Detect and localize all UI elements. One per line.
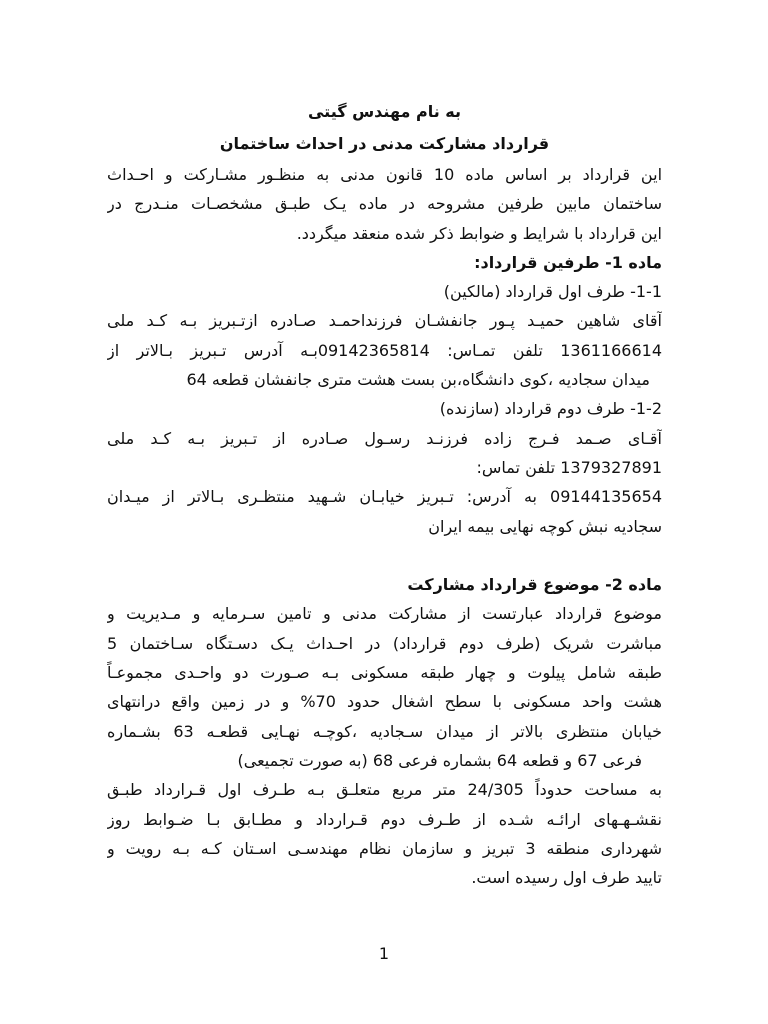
intro-line: این قرارداد بر اساس ماده 10 قانون مدنی به منظـور مشـارکت و احـداث <box>107 165 662 184</box>
party1-line: 1361166614 تلفن تمـاس: 09142365814بـه آدرس تـبریز بـالاتر از <box>107 340 662 360</box>
spacer <box>107 541 662 570</box>
article2-line: به مساحت حدوداً 24/305 متر مربع متعلـق بـه طـرف اول قـرارداد طبـق <box>107 780 662 800</box>
party2-line: 09144135654 به آدرس: تـبریز خیابـان شـهید منتظـری بـالاتر از میـدان <box>107 487 662 507</box>
article2-line: طبقه شامل پیلوت و چهار طبقه مسکونی بـه صـورت دو واحـدی مجموعـاً <box>107 663 662 683</box>
article2-line: هشت واحد مسکونی با سطح اشغال حدود 70% و در زمین واقع درانتهای <box>107 692 662 712</box>
page-number: 1 <box>378 944 390 963</box>
article2-line: تایید طرف اول رسیده است. <box>471 868 662 888</box>
party2-label: 1-2- طرف دوم قرارداد (سازنده) <box>439 399 662 419</box>
article2-line: فرعی 67 و قطعه 64 بشماره فرعی 68 (به صورت تجمیعی) <box>237 750 642 770</box>
party2-line: 1379327891 تلفن تماس: <box>476 457 662 477</box>
article2-heading: ماده 2- موضوع قرارداد مشارکت <box>407 575 662 595</box>
document-page <box>107 96 662 892</box>
intro-line: ساختمان مابین طرفین مشروحه در ماده یـک طبـق مشخصـات منـدرج در <box>107 194 662 214</box>
party1-line: میدان سجادیه ،کوی دانشگاه،بن بست هشت متری جانفشان قطعه 64 <box>186 370 650 390</box>
article2-line: مباشرت شریک (طرف دوم قرارداد) در احـداث یـک دسـتگاه سـاختمان 5 <box>107 633 662 653</box>
document-greeting: به نام مهندس گیتی <box>307 102 462 121</box>
article2-line: نقشـهـهای ارائـه شـده از طـرف دوم قـرارداد و مطـابق بـا ضـوابط روز <box>107 809 662 829</box>
article2-line: موضوع قرارداد عبارتست از مشارکت مدنی و تامین سـرمایه و مـدیریت و <box>107 604 662 624</box>
party1-label: 1-1- طرف اول قرارداد (مالکین) <box>443 282 662 302</box>
party2-line: آقـای صـمد فـرج زاده فرزنـد رسـول صـادره از تـبریز بـه کـد ملی <box>107 428 662 448</box>
document-title: قرارداد مشارکت مدنی در احداث ساختمان <box>219 134 550 153</box>
article2-line: شهرداری منطقه 3 تبریز و سازمان نظام مهندسـی اسـتان کـه بـه رویت و <box>107 838 662 858</box>
party1-line: آقای شاهین حمیـد پـور جانفشـان فرزنداحمـد صـادره ازتـبریز بـه کـد ملی <box>107 311 662 331</box>
intro-line: این قرارداد با شرایط و ضوابط ذکر شده منعقد میگردد. <box>296 223 662 243</box>
article1-heading: ماده 1- طرفین قرارداد: <box>474 252 662 272</box>
party2-line: سجادیه نبش کوچه نهایی بیمه ایران <box>428 516 662 536</box>
article2-line: خیابان منتظری بالاتر از میدان سـجادیه ،کوچـه نهـایی قطعـه 63 بشـماره <box>107 721 662 741</box>
